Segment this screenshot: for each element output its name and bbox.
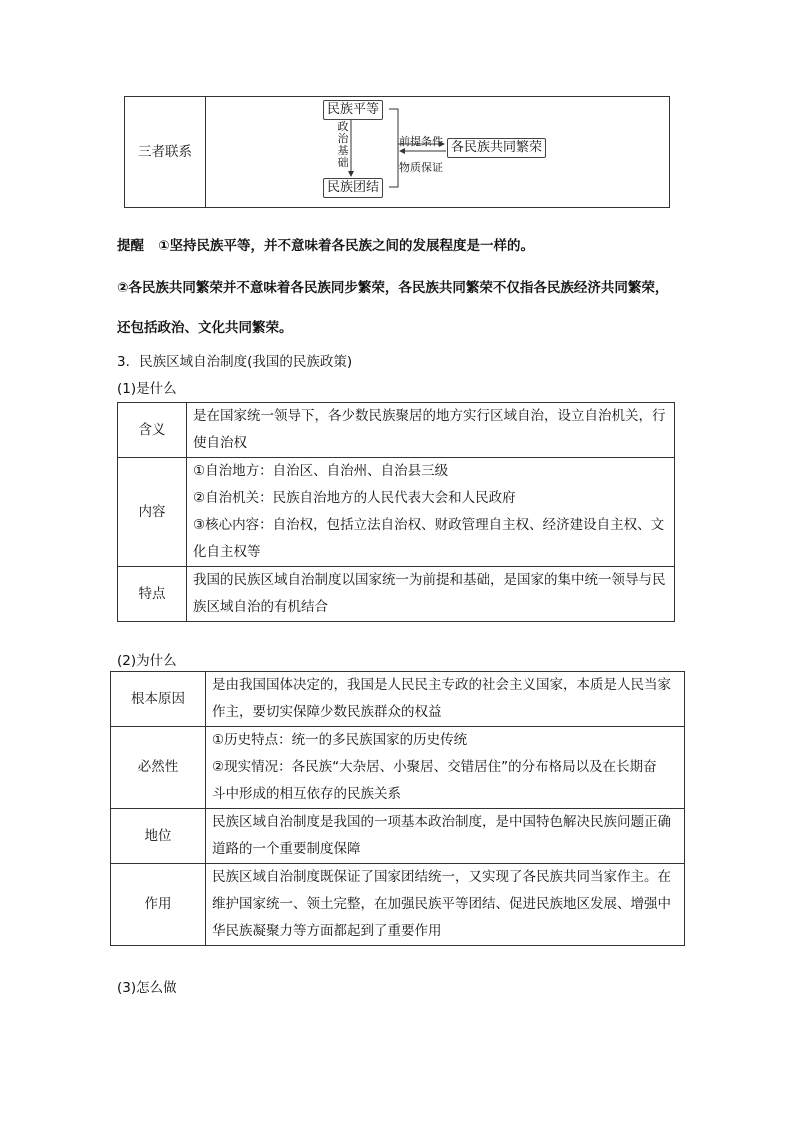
why-heading: (2)为什么 (117, 653, 177, 669)
content-line: ②现实情况：各民族“大杂居、小聚居、交错居住”的分布格局以及在长期奋 (212, 759, 657, 775)
content-line: 是由我国国体决定的，我国是人民民主专政的社会主义国家，本质是人民当家 (212, 677, 671, 693)
why-row-content (206, 672, 685, 727)
tip-text-1: ①坚持民族平等，并不意味着各民族之间的发展程度是一样的。 (158, 238, 535, 254)
why-row-label: 根本原因 (111, 672, 206, 727)
tip-line-2: ②各民族共同繁荣并不意味着各民族同步繁荣，各民族共同繁荣不仅指各民族经济共同繁荣， (117, 280, 669, 296)
box-ethnic-unity: 民族团结 (323, 178, 383, 198)
content-line: 道路的一个重要制度保障 (212, 841, 361, 857)
content-line: ①历史特点：统一的多民族国家的历史传统 (212, 732, 468, 748)
why-row-label: 必然性 (111, 727, 206, 809)
box-common-prosperity: 各民族共同繁荣 (447, 138, 546, 158)
what-heading: (1)是什么 (117, 381, 177, 397)
arrow-label-material-guarantee: 物质保证 (399, 161, 443, 174)
what-table (117, 402, 675, 622)
table-row (111, 672, 685, 727)
content-line: 使自治权 (193, 435, 247, 451)
table-row (118, 458, 675, 567)
content-line: 我国的民族区域自治制度以国家统一为前提和基础，是国家的集中统一领导与民 (193, 572, 666, 588)
content-line: ①自治地方：自治区、自治州、自治县三级 (193, 463, 449, 479)
table-row (111, 727, 685, 809)
why-row-content (206, 809, 685, 864)
relation-diagram (206, 97, 669, 207)
arrow-label-precondition: 前提条件 (399, 135, 443, 148)
what-row-label: 含义 (118, 403, 187, 458)
tip-line-3: 还包括政治、文化共同繁荣。 (117, 320, 293, 336)
why-row-label: 作用 (111, 864, 206, 946)
what-row-content (187, 567, 675, 622)
section-3-title: 3．民族区域自治制度(我国的民族政策) (117, 354, 353, 370)
content-line: 华民族凝聚力等方面都起到了重要作用 (212, 923, 442, 939)
what-row-label: 特点 (118, 567, 187, 622)
content-line: 维护国家统一、领土完整，在加强民族平等团结、促进民族地区发展、增强中 (212, 896, 671, 912)
content-line: ②自治机关：民族自治地方的人民代表大会和人民政府 (193, 490, 516, 506)
diagram-arrows (206, 97, 669, 207)
relation-diagram-cell (206, 97, 670, 208)
what-row-label: 内容 (118, 458, 187, 567)
tip-line-1 (117, 234, 534, 254)
what-row-content (187, 403, 675, 458)
content-line: 族区域自治的有机结合 (193, 599, 328, 615)
how-heading: (3)怎么做 (117, 980, 177, 996)
table-row (118, 567, 675, 622)
tip-heading: 提醒 (117, 238, 144, 254)
table-row (111, 809, 685, 864)
content-line: 斗中形成的相互依存的民族关系 (212, 786, 401, 802)
content-line: 作主，要切实保障少数民族群众的权益 (212, 704, 442, 720)
relation-table (124, 96, 670, 208)
content-line: 民族区域自治制度既保证了国家团结统一，又实现了各民族共同当家作主。在 (212, 869, 671, 885)
content-line: 民族区域自治制度是我国的一项基本政治制度，是中国特色解决民族问题正确 (212, 814, 671, 830)
content-line: ③核心内容：自治权，包括立法自治权、财政管理自主权、经济建设自主权、文 (193, 517, 665, 533)
why-row-content (206, 727, 685, 809)
table-row (118, 403, 675, 458)
table-row (111, 864, 685, 946)
why-table (110, 671, 685, 946)
why-row-content (206, 864, 685, 946)
relation-label: 三者联系 (125, 97, 206, 208)
why-row-label: 地位 (111, 809, 206, 864)
content-line: 是在国家统一领导下，各少数民族聚居的地方实行区域自治，设立自治机关，行 (193, 408, 666, 424)
vertical-label-political-basis: 政 治 基 础 (337, 120, 349, 169)
box-ethnic-equality: 民族平等 (323, 100, 383, 120)
what-row-content (187, 458, 675, 567)
content-line: 化自主权等 (193, 544, 261, 560)
